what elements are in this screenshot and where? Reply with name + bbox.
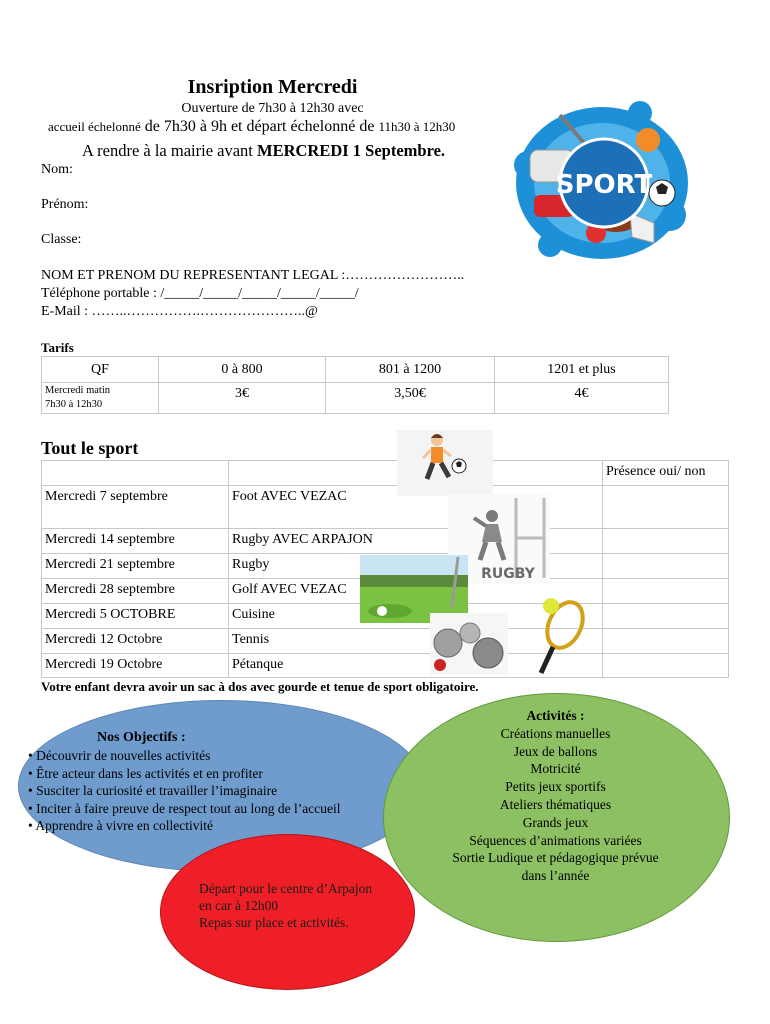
sport-row-activity: Foot AVEC VEZAC bbox=[229, 486, 603, 529]
objective-item: • Découvrir de nouvelles activités bbox=[28, 748, 211, 763]
sport-row-date: Mercredi 28 septembre bbox=[42, 579, 229, 604]
arrival-departure-info bbox=[48, 118, 455, 136]
football-player-image bbox=[397, 430, 493, 496]
sport-row bbox=[42, 486, 729, 529]
departure-line: Repas sur place et activités. bbox=[199, 915, 349, 930]
activity-item: dans l’année bbox=[521, 868, 590, 884]
activity-item: Créations manuelles bbox=[500, 725, 611, 741]
field-email: E-Mail : ……..…………….…………………..@ bbox=[41, 304, 318, 319]
sport-row-date: Mercredi 5 OCTOBRE bbox=[42, 604, 229, 629]
presence-cell[interactable] bbox=[603, 554, 729, 579]
rugby-image-label: RUGBY bbox=[481, 566, 535, 582]
presence-cell[interactable] bbox=[603, 629, 729, 654]
tarifs-row-label-1: Mercredi matin bbox=[45, 385, 111, 396]
sport-row-activity: Pétanque bbox=[229, 654, 603, 678]
departure-line: Départ pour le centre d’Arpajon bbox=[199, 881, 373, 896]
sport-logo bbox=[510, 95, 690, 265]
petanque-image bbox=[430, 613, 508, 675]
tarifs-price-row bbox=[42, 383, 669, 414]
sport-row-activity: Rugby AVEC ARPAJON bbox=[229, 529, 603, 554]
tarifs-table bbox=[41, 356, 669, 414]
return-deadline-date: MERCREDI 1 Septembre. bbox=[257, 141, 446, 160]
presence-cell[interactable] bbox=[603, 654, 729, 678]
tarifs-label: Tarifs bbox=[41, 340, 74, 355]
sport-row bbox=[42, 654, 729, 678]
tarifs-row-label-2: 7h30 à 12h30 bbox=[45, 399, 103, 410]
field-classe: Classe: bbox=[41, 232, 82, 247]
activity-item: Sortie Ludique et pédagogique prévue bbox=[452, 850, 659, 866]
activities-title: Activités : bbox=[526, 708, 585, 723]
objective-item: • Inciter à faire preuve de respect tout au long de l’accueil bbox=[28, 800, 341, 816]
return-deadline bbox=[82, 141, 445, 161]
tarifs-header-row bbox=[42, 357, 669, 383]
tarifs-header-2: 801 à 1200 bbox=[326, 357, 495, 383]
objectives-list bbox=[28, 747, 340, 835]
activity-item: Jeux de ballons bbox=[513, 743, 598, 759]
objective-item: • Apprendre à vivre en collectivité bbox=[28, 818, 214, 834]
arrival-label: accueil échelonné bbox=[48, 119, 141, 134]
arrival-times: de 7h30 à 9h et départ échelonné de bbox=[140, 118, 379, 135]
presence-cell[interactable] bbox=[603, 579, 729, 604]
activity-item: Grands jeux bbox=[522, 814, 589, 830]
objectives-title: Nos Objectifs : bbox=[97, 730, 186, 745]
sport-row bbox=[42, 529, 729, 554]
tarifs-row-label bbox=[42, 383, 159, 414]
tarifs-header-qf: QF bbox=[42, 357, 159, 383]
sport-row-activity: Cuisine bbox=[229, 604, 603, 629]
activity-item: Ateliers thématiques bbox=[499, 796, 612, 812]
objective-item: • Être acteur dans les activités et en profiter bbox=[28, 765, 263, 781]
sport-row-activity: Golf AVEC VEZAC bbox=[229, 579, 603, 604]
presence-header: Présence oui/ non bbox=[603, 461, 729, 486]
field-telephone: Téléphone portable : /_____/_____/_____/_____/_____/ bbox=[41, 286, 359, 301]
sport-logo-text: SPORT bbox=[555, 170, 653, 200]
sport-row-date: Mercredi 14 septembre bbox=[42, 529, 229, 554]
objective-item: • Susciter la curiosité et travailler l’imaginaire bbox=[28, 783, 278, 799]
sport-header-row bbox=[42, 461, 729, 486]
tarifs-price-3: 4€ bbox=[495, 383, 669, 414]
tarifs-header-1: 0 à 800 bbox=[159, 357, 326, 383]
sport-row-activity: Tennis bbox=[229, 629, 603, 654]
sport-row-date: Mercredi 12 Octobre bbox=[42, 629, 229, 654]
tennis-racket-image bbox=[531, 595, 589, 677]
sport-row-date: Mercredi 19 Octobre bbox=[42, 654, 229, 678]
activity-item: Séquences d’animations variées bbox=[469, 832, 642, 848]
tarifs-price-2: 3,50€ bbox=[326, 383, 495, 414]
field-representant: NOM ET PRENOM DU REPRESENTANT LEGAL :…………………….. bbox=[41, 268, 465, 283]
page-title: Insription Mercredi bbox=[187, 76, 358, 98]
sport-row-date: Mercredi 7 septembre bbox=[42, 486, 229, 529]
activities-list bbox=[383, 707, 728, 885]
presence-cell[interactable] bbox=[603, 529, 729, 554]
tarifs-price-1: 3€ bbox=[159, 383, 326, 414]
sport-row bbox=[42, 629, 729, 654]
field-nom: Nom: bbox=[41, 162, 73, 177]
departure-info bbox=[199, 880, 372, 931]
activity-item: Motricité bbox=[530, 761, 581, 777]
return-deadline-text: A rendre à la mairie avant bbox=[82, 141, 257, 160]
sport-title: Tout le sport bbox=[41, 438, 139, 458]
field-prenom: Prénom: bbox=[41, 197, 89, 212]
tarifs-header-3: 1201 et plus bbox=[495, 357, 669, 383]
departure-line: en car à 12h00 bbox=[199, 898, 279, 913]
presence-cell[interactable] bbox=[603, 486, 729, 529]
departure-times: 11h30 à 12h30 bbox=[378, 119, 456, 134]
presence-cell[interactable] bbox=[603, 604, 729, 629]
sport-row-activity: Rugby bbox=[229, 554, 603, 579]
equipment-note: Votre enfant devra avoir un sac à dos avec gourde et tenue de sport obligatoire. bbox=[41, 679, 479, 694]
opening-hours: Ouverture de 7h30 à 12h30 avec bbox=[181, 101, 364, 116]
sport-row-date: Mercredi 21 septembre bbox=[42, 554, 229, 579]
activity-item: Petits jeux sportifs bbox=[505, 779, 606, 795]
